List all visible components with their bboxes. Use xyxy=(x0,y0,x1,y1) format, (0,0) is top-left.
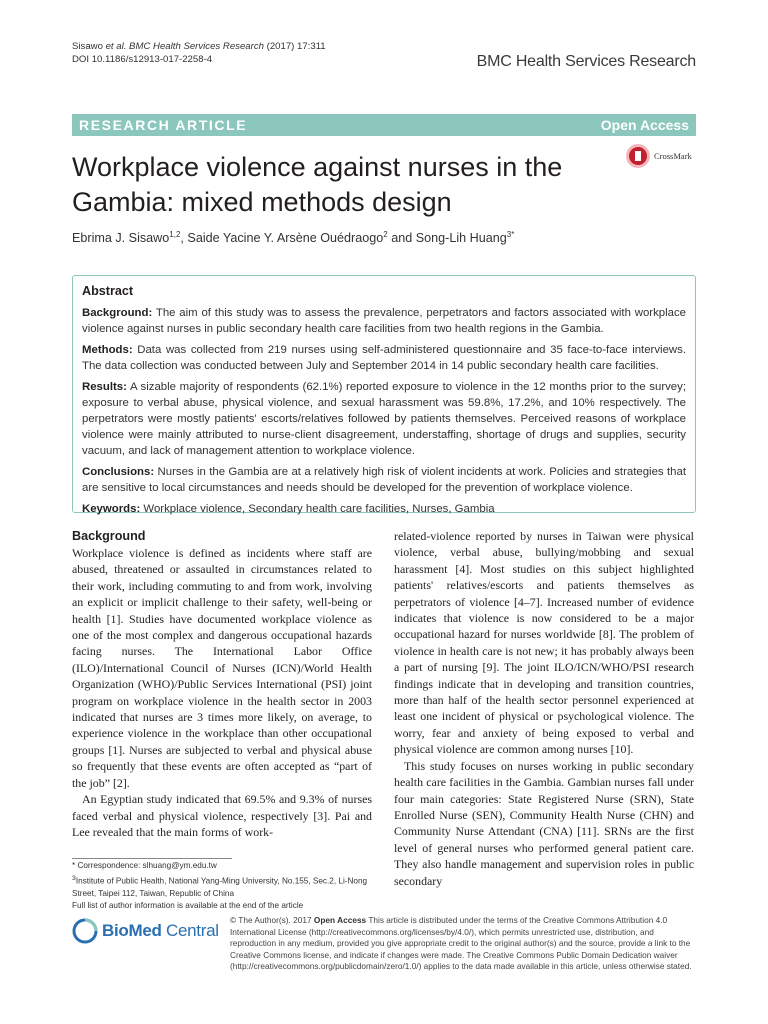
abstract-conclusions-text: Nurses in the Gambia are at a relatively high risk of violent incidents at work. Policies and strategies that are sensitive to local circumstances and needs should be developed for the prevention of workplace violence. xyxy=(82,466,686,494)
keywords-label: Keywords: xyxy=(82,503,141,515)
author-list xyxy=(72,230,514,245)
abstract-methods-label: Methods: xyxy=(82,344,133,356)
crossmark-icon xyxy=(626,144,650,168)
author-1-affil: 1,2 xyxy=(169,230,181,239)
footnote-divider xyxy=(72,858,232,859)
body-right-column xyxy=(394,528,694,889)
citation-authors: Sisawo xyxy=(72,41,106,52)
abstract-background xyxy=(82,305,686,337)
abstract-heading: Abstract xyxy=(82,284,134,298)
crossmark-label: CrossMark xyxy=(654,151,692,161)
author-1: Ebrima J. Sisawo xyxy=(72,231,170,246)
body-paragraph: Workplace violence is defined as incidents where staff are abused, threatened or assaulted in circumstances related to their work, including commuting to and from work, involving an explicit or implicit challenge to their safety, well-being or health [1]. Studies have documented workplace violence as one of the most complex and dangerous occupational hazards facing nurses. The International Labor Office (ILO)/International Council of Nurses (ICN)/World Health Organization (WHO)/Public Services International (PSI) joint program on workplace violence in the health sector in 2003 indicated that nurses are 3 times more likely, on average, to experience violence in the workplace than other occupational groups [1]. Nurses are subjected to verbal and physical abuse so frequently that these events are often accepted as “part of the job” [2]. xyxy=(72,546,372,790)
publisher-name-bio: BioMed xyxy=(102,921,162,940)
abstract-methods-text: Data was collected from 219 nurses using self-administered questionnaire and 35 face-to-face interviews. The data collection was conducted between July and September 2014 in 14 public secondary health care facilities. xyxy=(82,344,686,372)
correspondence-line[interactable]: * Correspondence: slhuang@ym.edu.tw xyxy=(72,861,217,870)
body-paragraph: related-violence reported by nurses in Taiwan were physical violence, verbal abuse, bullying/mobbing and sexual harassment [4]. Most studies on this subject highlighted patients' relatives/escorts and patients themselves as perpetrators of violence [4–7]. Increased number of evidence indicates that violence is now considered to be a major occupational hazard for nurses worldwide [8]. The problem of violence in health care is not new; it has probably always been a part of nursing [9]. The joint ILO/ICN/WHO/PSI research findings indicate that in developing and transition countries, more than half of the health sector personnel experienced at least one incident of physical or psychological violence. The worry, fear and anxiety of being exposed to verbal and physical violence are common among nurses [10]. xyxy=(394,529,694,757)
author-2-affil: 2 xyxy=(383,230,388,239)
article-type-banner xyxy=(72,114,696,136)
abstract-background-text: The aim of this study was to assess the prevalence, perpetrators and factors associated with workplace violence against nurses in public secondary health care facilities from two health regions in the Gambia. xyxy=(82,307,686,335)
background-heading: Background xyxy=(72,529,146,543)
abstract-conclusions xyxy=(82,464,686,496)
author-3: and Song-Lih Huang xyxy=(387,231,507,246)
abstract-box xyxy=(72,275,696,513)
publisher-name-central: Central xyxy=(161,921,219,940)
abstract-results-text: A sizable majority of respondents (62.1%) reported exposure to violence in the 12 months prior to the survey; exposure to verbal abuse, physical violence, and sexual harassment was 59.8%, 17.2%, and 10% respectively. The perpetrators were mostly patients' escorts/relatives followed by patients themselves. Perceived reasons of workplace violence were mainly attributed to nurse-client disagreement, understaffing, shortage of drugs and supplies, security vacuum, and lack of management attention to workplace violence. xyxy=(82,381,686,457)
license-text: This article is distributed under the terms of the Creative Commons Attribution 4.0 International License (http://creativecommons.org/licenses/by/4.0/), which permits unrestricted use, distribution, and reproduction in any medium, provided you give appropriate credit to the original author(s) and the source, provide a link to the Creative Commons license, and indicate if changes were made. The Creative Commons Public Domain Dedication waiver (http://creativecommons.org/publicdomain/zero/1.0/) applies to the data made available in this article, unless otherwise stated. xyxy=(230,915,692,972)
biomed-central-icon xyxy=(72,918,98,944)
doi-line[interactable]: DOI 10.1186/s12913-017-2258-4 xyxy=(72,54,213,65)
open-access-label: Open Access xyxy=(600,117,689,133)
body-left-column xyxy=(72,528,372,840)
keywords-text: Workplace violence, Secondary health care facilities, Nurses, Gambia xyxy=(140,503,495,515)
journal-name: BMC Health Services Research xyxy=(476,53,696,70)
author-3-affil: 3* xyxy=(506,230,515,239)
affiliation-number: 3 xyxy=(72,874,76,882)
citation-journal: et al. BMC Health Services Research xyxy=(105,41,264,52)
abstract-results xyxy=(82,379,686,459)
article-type-label: RESEARCH ARTICLE xyxy=(79,117,248,133)
author-info-note: Full list of author information is available at the end of the article xyxy=(72,901,304,911)
license-open-access: Open Access xyxy=(313,915,367,925)
footnote xyxy=(72,860,372,913)
abstract-methods xyxy=(82,342,686,374)
body-paragraph: This study focuses on nurses working in public secondary health care facilities in the Gambia. Gambian nurses fall under four main categories: State Registered Nurse (SRN), State Enrolled Nurse (SEN), Community Health Nurse (CHN) and Community Nurse Attendant (CNA) [11]. SRNs are the first level of general nurses who performed general patient care. They also handle management and supervision roles in public secondary xyxy=(394,758,694,888)
abstract-background-label: Background: xyxy=(82,307,153,319)
publisher-logo[interactable] xyxy=(72,918,219,944)
crossmark-badge[interactable] xyxy=(626,144,692,168)
citation-line xyxy=(72,40,326,53)
author-2: , Saide Yacine Y. Arsène Ouédraogo xyxy=(180,231,384,246)
citation-volume: (2017) 17:311 xyxy=(263,41,326,52)
affiliation-text: Institute of Public Health, National Yang-Ming University, No.155, Sec.2, Li-Nong Street, Taipei 112, Taiwan, Republic of China xyxy=(72,876,368,898)
body-paragraph: An Egyptian study indicated that 69.5% and 9.3% of nurses faced verbal and physical violence, respectively [3]. Pai and Lee revealed that the main forms of work- xyxy=(72,792,372,839)
publisher-name xyxy=(102,921,219,941)
affiliation-line xyxy=(72,873,372,901)
abstract-keywords xyxy=(82,501,686,517)
copyright-text: © The Author(s). 2017 xyxy=(230,915,314,925)
abstract-conclusions-label: Conclusions: xyxy=(82,466,155,478)
article-title: Workplace violence against nurses in the Gambia: mixed methods design xyxy=(72,152,563,217)
license-statement xyxy=(230,915,696,973)
abstract-results-label: Results: xyxy=(82,381,127,393)
